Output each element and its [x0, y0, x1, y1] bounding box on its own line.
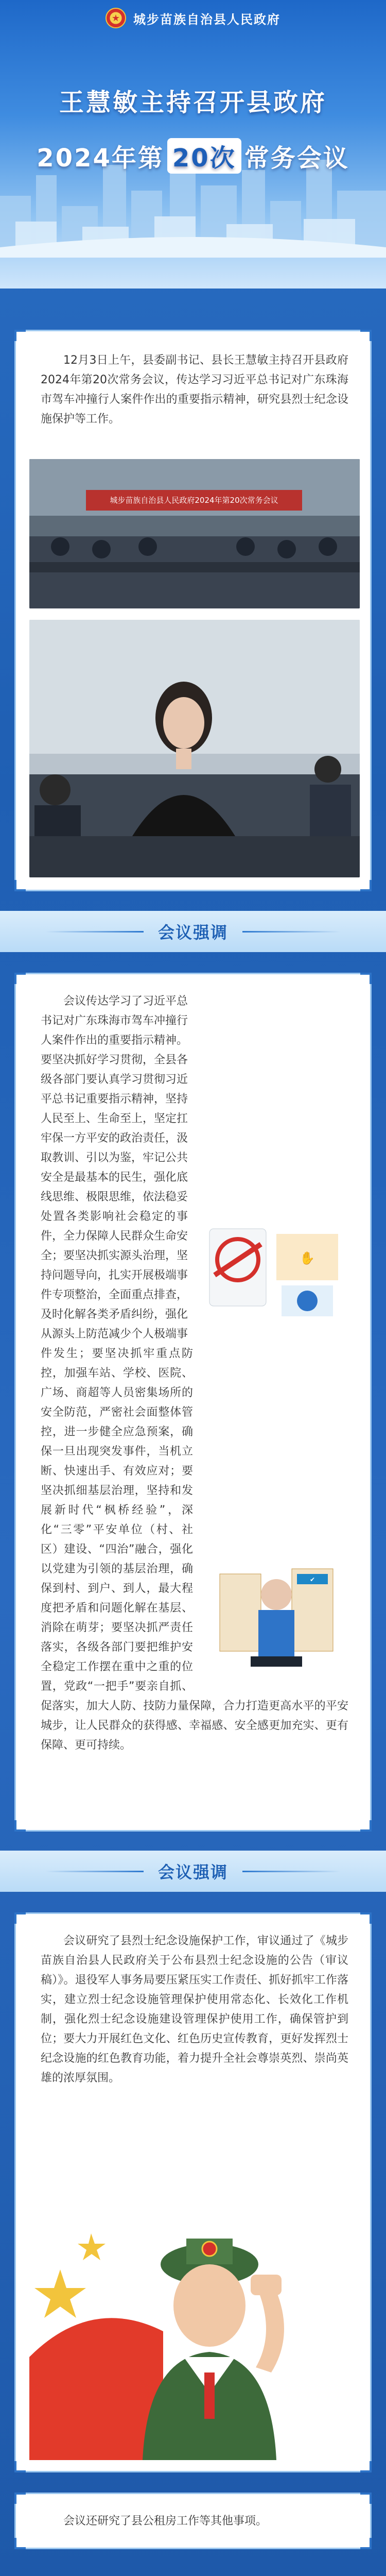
- section2-paragraph: 会议研究了县烈士纪念设施保护工作，审议通过了《城步苗族自治县人民政府关于公布县烈士纪念设施的公告（审议稿）》。退役军人事务局要压紧压实工作责任、抓好抓牢工作落实，建立烈士纪念设施管理保护使用常态化、长效化工作机制，强化烈士纪念设施建设管理保护使用工作，确保管护到位；要大力开展红色文化、红色历史宣传教育，更好发挥烈士纪念设施的红色教育功能，着力提升全社会尊崇英烈、崇尚英雄的浓厚氛围。: [41, 1935, 348, 2084]
- intro-card: [14, 330, 372, 891]
- section-title-2: 会议强调: [157, 1862, 228, 1882]
- illustration-saluting-soldier: [29, 2202, 360, 2460]
- meeting-photo-1: [29, 459, 360, 608]
- footer: [0, 2571, 386, 2576]
- svg-text:✔: ✔: [309, 1576, 315, 1583]
- illustration-crime-prevention: [194, 1213, 348, 1332]
- site-name: 城步苗族自治县人民政府: [133, 12, 280, 27]
- section1-card: [14, 973, 372, 1832]
- section2-card: [14, 1912, 372, 2472]
- closing-card: [14, 2493, 372, 2549]
- section-header-1: [0, 911, 386, 952]
- headline-suffix: 常务会议: [244, 144, 349, 173]
- national-emblem-icon: ★: [106, 8, 126, 28]
- meeting-number-badge: 20次: [167, 138, 241, 174]
- meeting-photo-2: [29, 620, 360, 877]
- site-header: [0, 0, 386, 36]
- headline-prefix: 2024年第: [37, 144, 164, 173]
- header-banner: [0, 0, 386, 289]
- intro-paragraph: 12月3日上午，县委副书记、县长王慧敏主持召开县政府2024年第20次常务会议，传达学习习近平总书记对广东珠海市驾车冲撞行人案件作出的重要指示精神，研究县烈士纪念设施保护等工作。: [41, 354, 348, 426]
- section-header-2: [0, 1851, 386, 1892]
- headline-line2: [0, 138, 386, 174]
- illustration-grassroots-governance: [199, 1558, 348, 1677]
- svg-text:✋: ✋: [300, 1251, 315, 1265]
- photo-banner-text: 城步苗族自治县人民政府2024年第20次常务会议: [110, 496, 278, 505]
- closing-paragraph: 会议还研究了县公租房工作等其他事项。: [63, 2515, 268, 2528]
- headline-line1: 王慧敏主持召开县政府: [59, 88, 327, 117]
- section-title-1: 会议强调: [157, 923, 228, 942]
- section1-paragraph: 会议传达学习了习近平总书记对广东珠海市驾车冲撞行人案件作出的重要指示精神。要坚决抓好学习贯彻，全县各级各部门要认真学习贯彻习近平总书记重要指示精神，坚持人民至上、生命至上，坚定扛牢保一方平安的政治责任，汲取教训、引以为鉴，牢记公共安全是最基本的民生，强化底线思维、极限思维，依法稳妥处置各类影响社会稳定的事件，全力保障人民群众生命安全；要坚决抓实源头治理，坚持问题导向，扎实开展极端事件专项整治，全面重点排查，及时化解各类矛盾纠纷，强化从源头上防范减少个人极端事件发生；要坚决抓牢重点防控，加强车站、学校、医院、广场、商超等人员密集场所的安全防范，严密社会面整体管控，进一步健全应急预案，确保一旦出现突发事件，当机立断、快速出手、有效应对；要坚决抓细基层治理，坚持和发展新时代“枫桥经验”，深化“三零”平安单位（村、社区）建设、“四治”融合，强化以党建为引领的基层治理，确保到村、到户、到人，最大程度把矛盾和问题化解在基层、消除在萌芽；要坚决抓严责任落实，各级各部门要把维护安全稳定工作摆在重中之重的位置，党政“一把手”要亲自抓、促落实，加大人防、技防力量保障，合力打造更高水平的平安城步，让人民群众的获得感、幸福感、安全感更加充实、更有保障、更可持续。: [41, 995, 348, 1752]
